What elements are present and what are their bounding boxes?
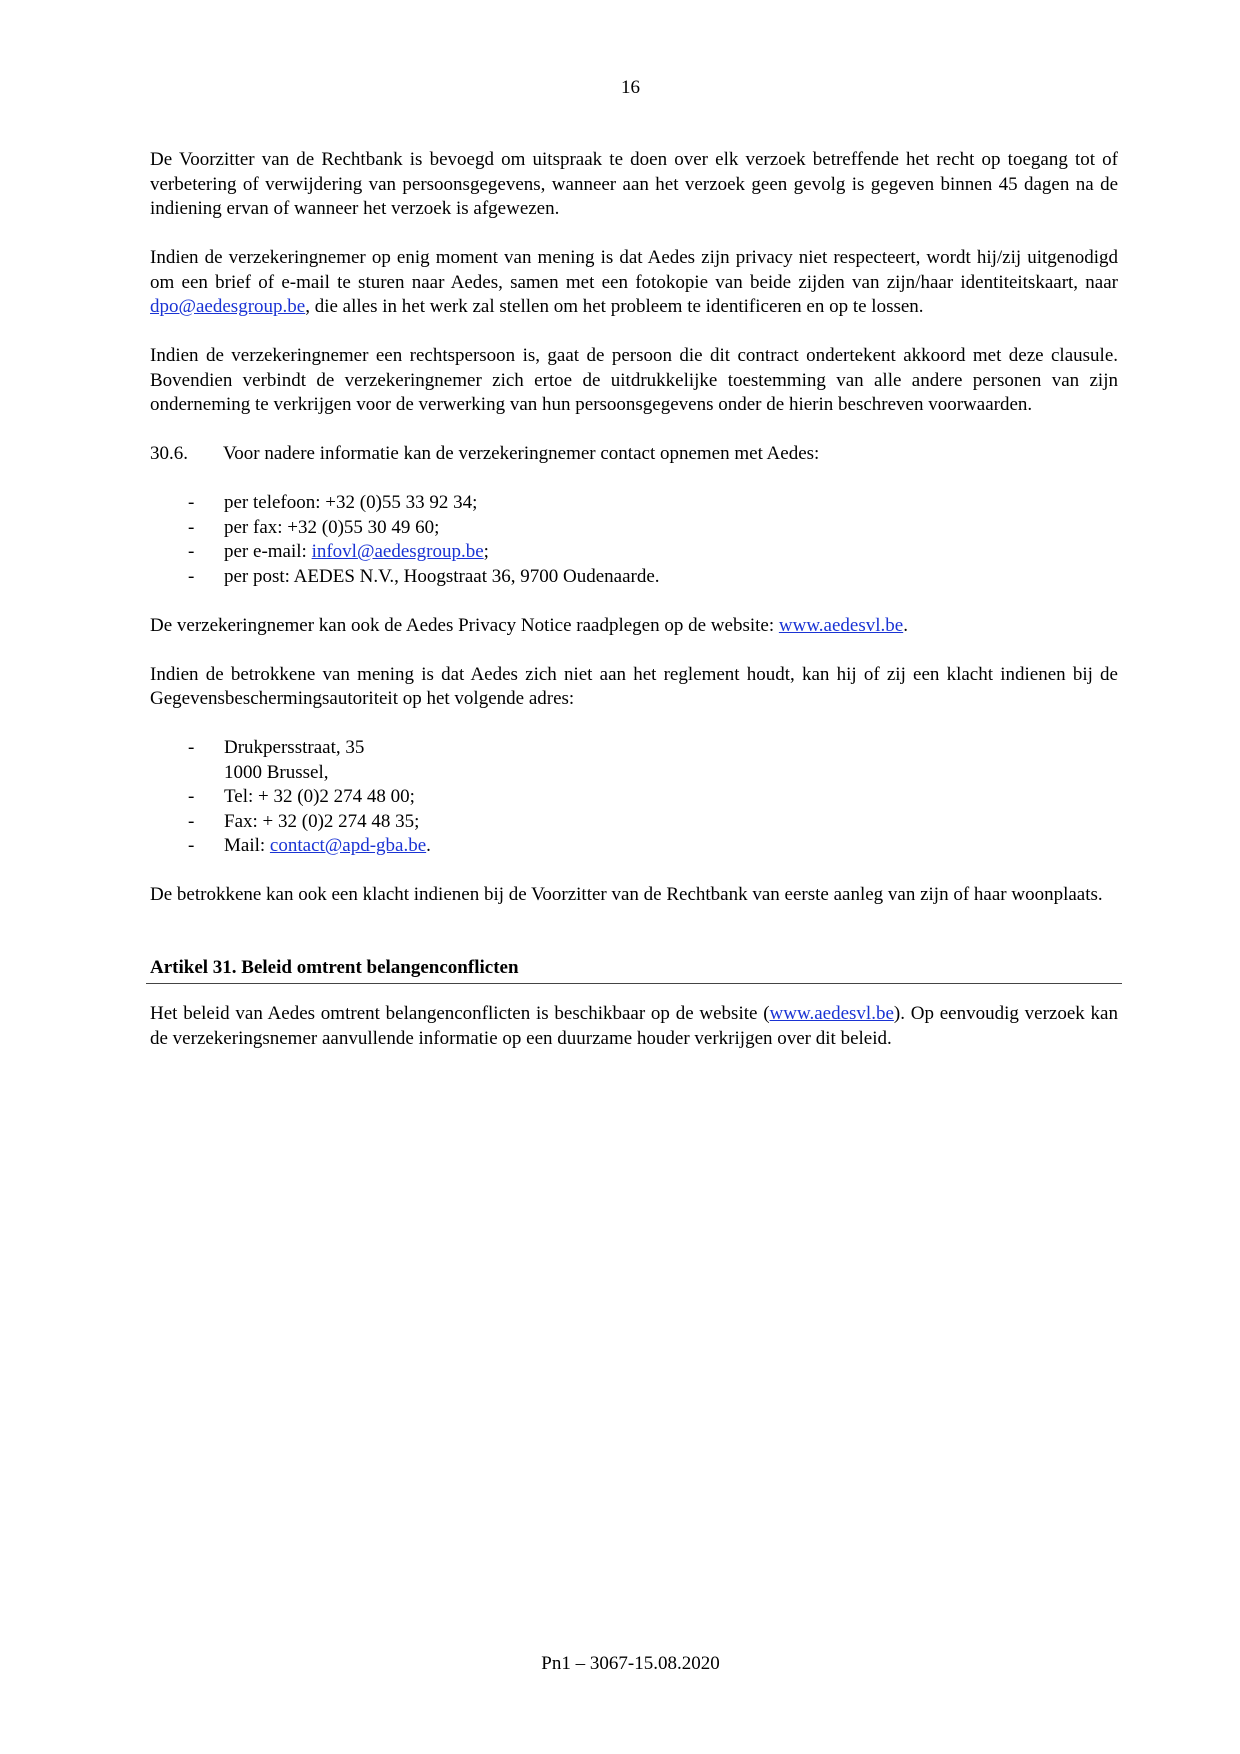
- paragraph-legal-person: Indien de verzekeringnemer een rechtspersoon is, gaat de persoon die dit contract ondertekent akkoord met deze clausule. Bovendien verbindt de verzekeringnemer zich ertoe de uitdrukkelijke toestemming van alle andere personen van zijn onderneming te verkrijgen voor de verwerking van hun persoonsgegevens onder de hierin beschreven voorwaarden.: [150, 345, 1118, 415]
- list-item: [150, 491, 1118, 516]
- list-item: [150, 565, 1118, 590]
- list-item: [150, 834, 1118, 859]
- address-line-2: 1000 Brussel,: [224, 761, 329, 783]
- dash-bullet: -: [188, 737, 195, 758]
- paragraph-privacy-notice: [150, 614, 1118, 639]
- page-number: 16: [621, 77, 640, 98]
- list-item: [150, 785, 1118, 810]
- phone-item: per telefoon: +32 (0)55 33 92 34;: [224, 492, 478, 513]
- post-item: per post: AEDES N.V., Hoogstraat 36, 9700 Oudenaarde.: [224, 565, 660, 587]
- footer-reference: Pn1 – 3067-15.08.2020: [541, 1653, 720, 1674]
- paragraph-text: Het beleid van Aedes omtrent belangenconflicten is beschikbaar op de website (: [150, 1003, 770, 1024]
- info-email-link[interactable]: infovl@aedesgroup.be: [311, 541, 484, 562]
- dash-bullet: -: [188, 492, 195, 513]
- clause-text: Voor nadere informatie kan de verzekeringnemer contact opnemen met Aedes:: [223, 443, 820, 464]
- paragraph-authority-complaint: Indien de betrokkene van mening is dat Aedes zich niet aan het reglement houdt, kan hij of zij een klacht indienen bij de Gegevensbeschermingsautoriteit op het volgende adres:: [150, 663, 1118, 709]
- document-body: [150, 148, 1118, 1076]
- fax-item: per fax: +32 (0)55 30 49 60;: [224, 516, 440, 538]
- fax-item: Fax: + 32 (0)2 274 48 35;: [224, 810, 420, 832]
- dpo-email-link[interactable]: dpo@aedesgroup.be: [150, 296, 306, 317]
- article-31-heading: Artikel 31. Beleid omtrent belangenconflicten: [146, 956, 1122, 985]
- paragraph-text: De verzekeringnemer kan ook de Aedes Privacy Notice raadplegen op de website:: [150, 614, 779, 636]
- paragraph-text: Indien de verzekeringnemer op enig moment van mening is dat Aedes zijn privacy niet respecteert, wordt hij/zij uitgenodigd om een brief of e-mail te sturen naar Aedes, samen met een fotokopie van beide zijden van zijn/haar identiteitskaart, naar: [150, 247, 1118, 293]
- dash-bullet: -: [188, 541, 195, 562]
- authority-email-link[interactable]: contact@apd-gba.be: [269, 835, 427, 856]
- mail-label: Mail:: [224, 835, 270, 856]
- numbered-clause-30-6: [150, 442, 1118, 467]
- list-item: [150, 736, 1118, 785]
- tel-item: Tel: + 32 (0)2 274 48 00;: [224, 786, 415, 807]
- dash-bullet: -: [188, 516, 195, 538]
- aedes-contact-list: [150, 491, 1118, 589]
- email-item: [224, 540, 1118, 565]
- paragraph-court-complaint: De betrokkene kan ook een klacht indienen bij de Voorzitter van de Rechtbank van eerste aanleg van zijn of haar woonplaats.: [150, 884, 1103, 905]
- dash-bullet: -: [188, 565, 195, 587]
- paragraph-text: , die alles in het werk zal stellen om het probleem te identificeren en op te lossen.: [305, 296, 924, 317]
- website-link[interactable]: www.aedesvl.be: [778, 614, 904, 636]
- dash-bullet: -: [188, 835, 195, 856]
- dash-bullet: -: [188, 786, 195, 807]
- list-item: [150, 516, 1118, 541]
- mail-suffix: .: [426, 835, 431, 856]
- address-item: [224, 736, 1118, 785]
- paragraph-court-competence: De Voorzitter van de Rechtbank is bevoegd om uitspraak te doen over elk verzoek betreffende het recht op toegang tot of verbetering of verwijdering van persoonsgegevens, wanneer aan het verzoek geen gevolg is gegeven binnen 45 dagen na de indiening ervan of wanneer het verzoek is afgewezen.: [150, 149, 1118, 219]
- paragraph-conflict-policy: [150, 1002, 1118, 1051]
- paragraph-text: .: [903, 614, 908, 636]
- paragraph-privacy-complaint: [150, 246, 1118, 320]
- clause-number: 30.6.: [150, 443, 188, 464]
- mail-item: [224, 834, 1118, 859]
- authority-contact-list: [150, 736, 1118, 859]
- email-suffix: ;: [483, 541, 489, 562]
- dash-bullet: -: [188, 810, 195, 832]
- address-line-1: Drukpersstraat, 35: [224, 737, 365, 758]
- list-item: [150, 810, 1118, 835]
- email-label: per e-mail:: [224, 541, 312, 562]
- policy-website-link[interactable]: www.aedesvl.be: [769, 1003, 894, 1024]
- list-item: [150, 540, 1118, 565]
- paragraph-text: ). Op eenvoudig verzoek kan de verzekeringsnemer aanvullende informatie op een duurzame houder verkrijgen over dit beleid.: [150, 1003, 1118, 1049]
